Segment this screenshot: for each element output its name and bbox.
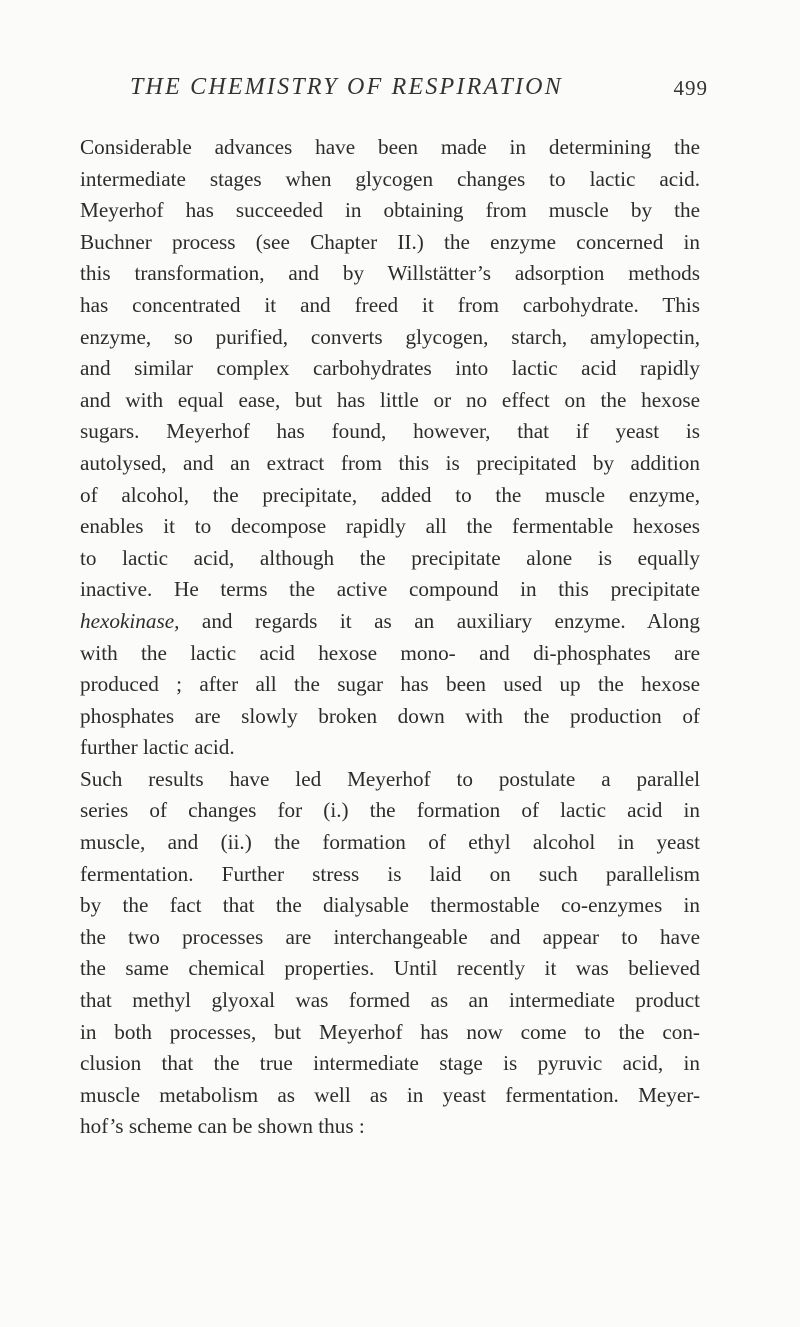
text-line: this transformation, and by Willstätter’s adsorption methods: [80, 261, 700, 286]
text-fragment: and regards it as an auxiliary enzyme. Along: [179, 608, 700, 633]
paragraph-1: [80, 132, 700, 764]
text-line: Such results have led Meyerhof to postulate a parallel: [80, 766, 700, 791]
text-line: and similar complex carbohydrates into lactic acid rapidly: [80, 356, 700, 381]
italic-term-hexokinase: hexokinase,: [80, 608, 180, 633]
text-line: by the fact that the dialysable thermostable co-enzymes in: [80, 893, 700, 918]
paragraph-2: [80, 764, 700, 1143]
body-text: [80, 132, 700, 1143]
text-line: further lactic acid.: [80, 735, 235, 760]
text-line: the same chemical properties. Until recently it was believed: [80, 956, 700, 981]
text-line: of alcohol, the precipitate, added to the muscle enzyme,: [80, 482, 700, 507]
text-line: with the lactic acid hexose mono- and di-phosphates are: [80, 640, 700, 665]
text-line: Buchner process (see Chapter II.) the enzyme concerned in: [80, 229, 700, 254]
text-line: and with equal ease, but has little or no effect on the hexose: [80, 387, 700, 412]
text-line: intermediate stages when glycogen changes to lactic acid.: [80, 166, 700, 191]
text-line: series of changes for (i.) the formation of lactic acid in: [80, 798, 700, 823]
text-line: the two processes are interchangeable and appear to have: [80, 924, 700, 949]
text-line: autolysed, and an extract from this is precipitated by addition: [80, 450, 700, 475]
page-header: [130, 74, 708, 108]
text-line: hof’s scheme can be shown thus :: [80, 1114, 365, 1139]
text-line: Considerable advances have been made in determining the: [80, 135, 700, 159]
running-title: THE CHEMISTRY OF RESPIRATION: [130, 74, 563, 100]
text-line: enzyme, so purified, converts glycogen, starch, amylopectin,: [80, 324, 700, 349]
text-line: phosphates are slowly broken down with the production of: [80, 703, 700, 728]
text-line: that methyl glyoxal was formed as an intermediate product: [80, 988, 700, 1013]
text-line: in both processes, but Meyerhof has now come to the con-: [80, 1019, 700, 1044]
text-line: has concentrated it and freed it from carbohydrate. This: [80, 292, 700, 317]
text-line-hexokinase: [80, 606, 700, 638]
text-line: Meyerhof has succeeded in obtaining from muscle by the: [80, 198, 700, 223]
page-number: 499: [673, 76, 708, 100]
text-line: to lactic acid, although the precipitate alone is equally: [80, 545, 700, 570]
text-line: inactive. He terms the active compound in this precipitate: [80, 577, 700, 602]
text-line: clusion that the true intermediate stage is pyruvic acid, in: [80, 1051, 700, 1076]
text-line: muscle metabolism as well as in yeast fermentation. Meyer-: [80, 1082, 700, 1107]
text-line: produced ; after all the sugar has been used up the hexose: [80, 672, 700, 697]
text-line: fermentation. Further stress is laid on such parallelism: [80, 861, 700, 886]
text-line: enables it to decompose rapidly all the fermentable hexoses: [80, 514, 700, 539]
text-line: sugars. Meyerhof has found, however, that if yeast is: [80, 419, 700, 444]
text-line: muscle, and (ii.) the formation of ethyl alcohol in yeast: [80, 830, 700, 855]
